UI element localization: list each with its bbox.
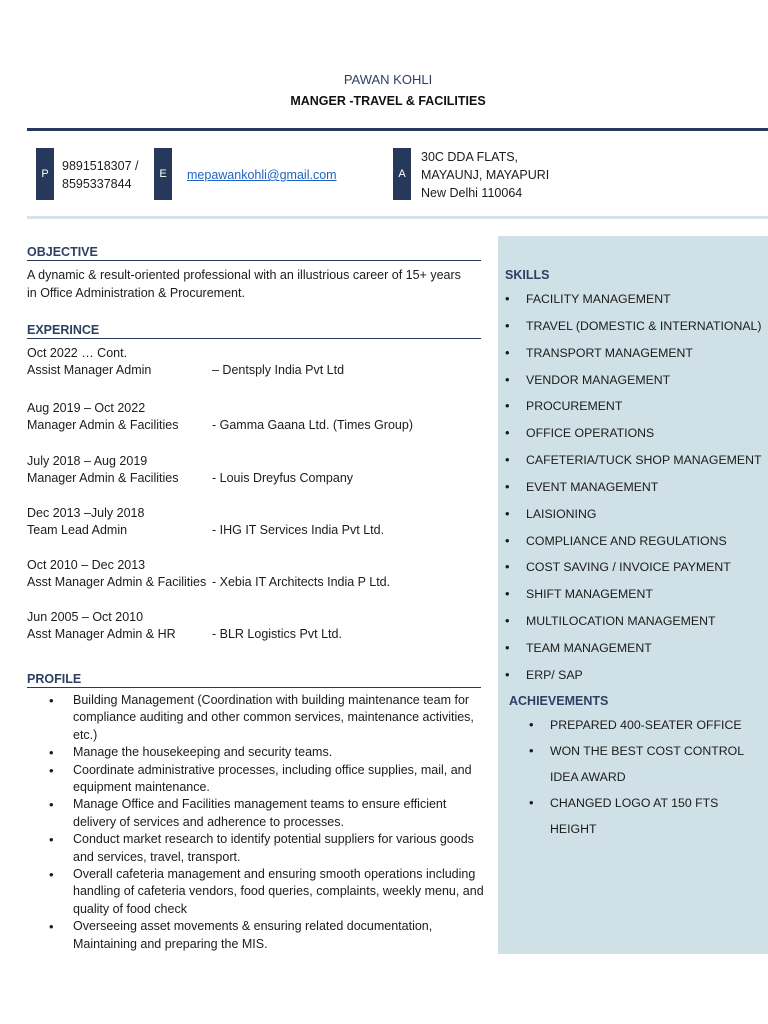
experience-title: Manager Admin & Facilities — [27, 471, 179, 485]
skill-item: • LAISIONING — [505, 501, 768, 528]
achievement-item: • WON THE BEST COST CONTROL IDEA AWARD — [529, 738, 764, 790]
objective-line-2: in Office Administration & Procurement. — [27, 286, 245, 300]
skill-item: • TRAVEL (DOMESTIC & INTERNATIONAL) — [505, 313, 768, 340]
profile-item: • Coordinate administrative processes, including office supplies, mail, and equipment maintenance. — [27, 762, 487, 797]
profile-item: • Manage the housekeeping and security teams. — [27, 744, 487, 761]
skill-item: • CAFETERIA/TUCK SHOP MANAGEMENT — [505, 447, 768, 474]
experience-dates: Jun 2005 – Oct 2010 — [27, 610, 144, 624]
experience-company: - BLR Logistics Pvt Ltd. — [212, 627, 342, 641]
profile-list — [27, 692, 487, 953]
phone-tag: P — [36, 148, 54, 200]
phone-line-2: 8595337844 — [62, 177, 132, 191]
experience-item — [27, 505, 487, 539]
experience-company: - Louis Dreyfus Company — [212, 471, 354, 485]
profile-heading: PROFILE — [27, 672, 481, 688]
profile-item: • Building Management (Coordination with building maintenance team for compliance auditing and other common services, maintenance activities, etc.) — [27, 692, 487, 744]
achievement-item: • CHANGED LOGO AT 150 FTS HEIGHT — [529, 790, 764, 842]
header-divider — [27, 128, 768, 131]
experience-dates: Dec 2013 –July 2018 — [27, 506, 145, 520]
achievements-list — [529, 712, 764, 842]
email-field — [187, 166, 337, 184]
phone-line-1: 9891518307 / — [62, 159, 139, 173]
profile-item: • Conduct market research to identify potential suppliers for various goods and services, travel, transport. — [27, 831, 487, 866]
experience-heading: EXPERINCE — [27, 323, 481, 339]
contact-divider — [27, 216, 768, 219]
experience-item — [27, 557, 487, 591]
skill-item: • PROCUREMENT — [505, 393, 768, 420]
address-tag: A — [393, 148, 411, 200]
experience-title: Manager Admin & Facilities — [27, 418, 179, 432]
skill-item: • FACILITY MANAGEMENT — [505, 286, 768, 313]
resume-role: MANGER -TRAVEL & FACILITIES — [290, 94, 486, 108]
skill-item: • VENDOR MANAGEMENT — [505, 367, 768, 394]
experience-company: - IHG IT Services India Pvt Ltd. — [212, 523, 385, 537]
objective-text — [27, 266, 487, 302]
address-block — [421, 148, 549, 202]
experience-company: - Gamma Gaana Ltd. (Times Group) — [212, 418, 413, 432]
experience-dates: Oct 2022 … Cont. — [27, 346, 128, 360]
experience-dates: Aug 2019 – Oct 2022 — [27, 401, 146, 415]
experience-item — [27, 609, 487, 643]
email-link[interactable]: mepawankohli@gmail.com — [187, 168, 337, 182]
experience-title: Asst Manager Admin & HR — [27, 627, 176, 641]
experience-title: Asst Manager Admin & Facilities — [27, 575, 207, 589]
skill-item: • SHIFT MANAGEMENT — [505, 581, 768, 608]
experience-item — [27, 345, 487, 379]
experience-dates: Oct 2010 – Dec 2013 — [27, 558, 146, 572]
skill-item: • COST SAVING / INVOICE PAYMENT — [505, 554, 768, 581]
address-line-3: New Delhi 110064 — [421, 186, 523, 200]
experience-title: Assist Manager Admin — [27, 363, 152, 377]
experience-company: – Dentsply India Pvt Ltd — [212, 363, 345, 377]
skill-item: • MULTILOCATION MANAGEMENT — [505, 608, 768, 635]
skill-item: • TRANSPORT MANAGEMENT — [505, 340, 768, 367]
profile-item: • Manage Office and Facilities management teams to ensure efficient delivery of services and adherence to processes. — [27, 796, 487, 831]
profile-item: • Overall cafeteria management and ensuring smooth operations including handling of cafeteria vendors, food queries, complaints, weekly menu, and quality of food check — [27, 866, 487, 918]
experience-dates: July 2018 – Aug 2019 — [27, 454, 148, 468]
resume-name: PAWAN KOHLI — [343, 72, 433, 87]
achievement-item: • PREPARED 400-SEATER OFFICE — [529, 712, 764, 738]
address-line-2: MAYAUNJ, MAYAPURI — [421, 168, 550, 182]
email-tag: E — [154, 148, 172, 200]
achievements-heading: ACHIEVEMENTS — [509, 694, 609, 708]
experience-title: Team Lead Admin — [27, 523, 128, 537]
experience-company: - Xebia IT Architects India P Ltd. — [212, 575, 391, 589]
phone-number — [62, 157, 138, 193]
skill-item: • EVENT MANAGEMENT — [505, 474, 768, 501]
objective-heading: OBJECTIVE — [27, 245, 481, 261]
objective-line-1: A dynamic & result-oriented professional with an illustrious career of 15+ years — [27, 268, 461, 282]
skill-item: • TEAM MANAGEMENT — [505, 635, 768, 662]
experience-item — [27, 453, 487, 487]
address-line-1: 30C DDA FLATS, — [421, 150, 519, 164]
skills-list — [505, 286, 768, 689]
skills-heading: SKILLS — [505, 268, 550, 282]
profile-item: • Overseeing asset movements & ensuring related documentation, Maintaining and preparing the MIS. — [27, 918, 487, 953]
skill-item: • COMPLIANCE AND REGULATIONS — [505, 528, 768, 555]
skill-item: • OFFICE OPERATIONS — [505, 420, 768, 447]
experience-item — [27, 400, 487, 434]
skill-item: • ERP/ SAP — [505, 662, 768, 689]
